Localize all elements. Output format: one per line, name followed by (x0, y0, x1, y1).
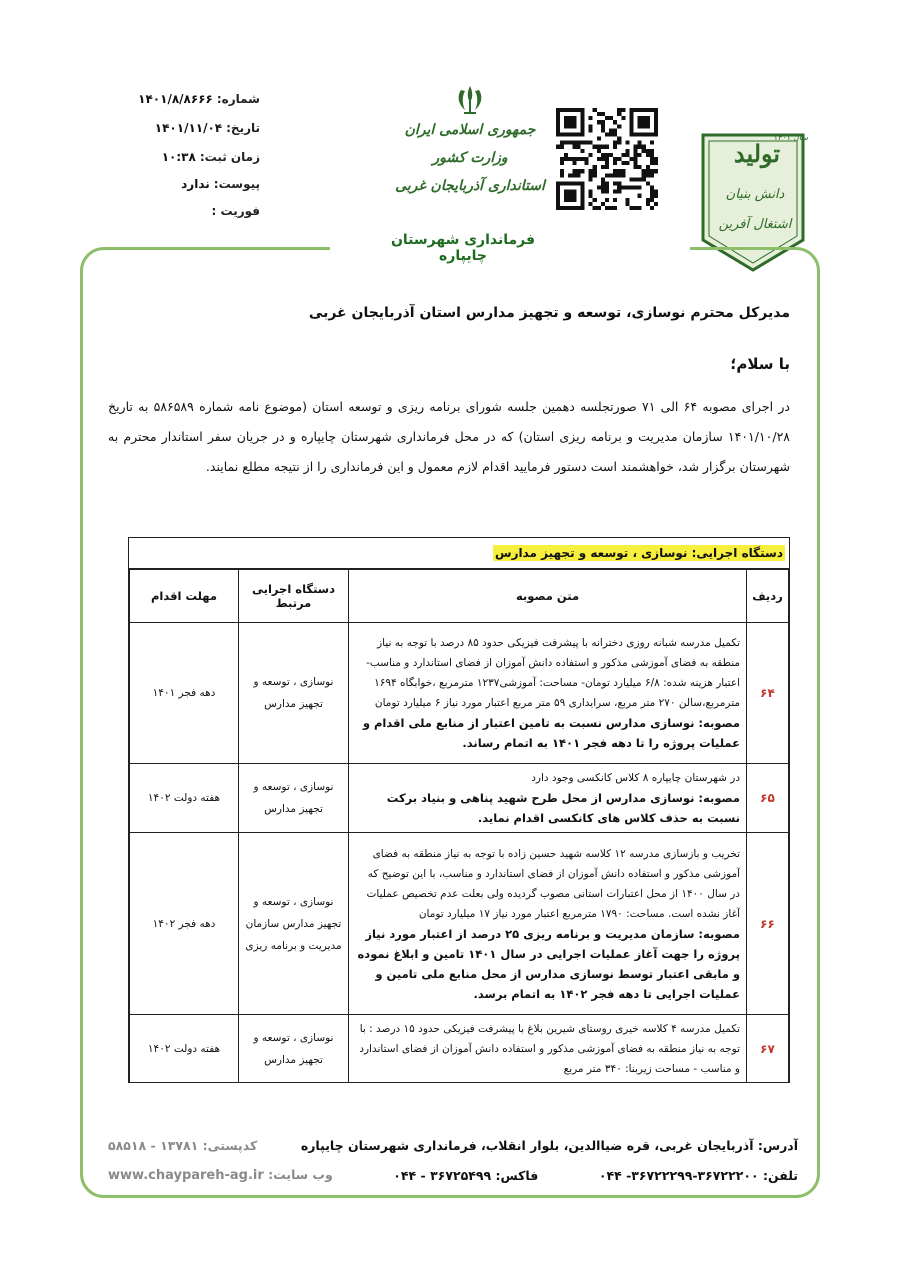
header-text: متن مصوبه (349, 570, 747, 623)
website-link[interactable]: www.chaypareh-ag.ir (108, 1168, 264, 1183)
attachment: پیوست: ندارد (181, 177, 260, 191)
salutation: با سلام؛ (730, 355, 790, 373)
letter-number: شماره: ۱۴۰۱/۸/۸۶۶۶ (138, 92, 260, 106)
badge-sub2: اشتغال آفرین (718, 217, 792, 232)
postal-value: ۱۳۷۸۱ - ۵۸۵۱۸ (108, 1137, 199, 1153)
footer-address: آدرس: آذربایجان غربی، قره ضیاالدین، بلوار انقلاب، فرمانداری شهرستان چایپاره (300, 1137, 798, 1153)
footer-phone: تلفن: ۳۶۷۲۲۲۰۰-۳۶۷۲۲۲۹۹- ۰۴۴ (598, 1167, 798, 1183)
governorate-title: فرمانداری شهرستان چایپاره (390, 232, 536, 264)
department-row (129, 538, 789, 569)
badge-title: تولید (733, 139, 781, 168)
row-text (349, 623, 747, 764)
footer-contact-line (108, 1160, 798, 1190)
resolution-description: تکمیل مدرسه ۴ کلاسه خیری روستای شیرین بلاغ با پیشرفت فیزیکی حدود ۱۵ درصد : با توجه به نیاز منطقه به فضای آموزشی مذکور و استفاده دانش آموزان از فضای استاندارد و مناسب - مساحت زیربنا: ۳۴۰ متر مربع (359, 1022, 740, 1075)
letter-body: در اجرای مصوبه ۶۴ الی ۷۱ صورتجلسه دهمین جلسه شورای برنامه ریزی و توسعه استان (موضوع نامه شماره ۵۸۶۵۸۹ به تاریخ ۱۴۰۱/۱۰/۲۸ سازمان مدیریت و برنامه ریزی استان) که در محل فرمانداری شهرستان چایپاره و در جریان سفر استاندار محترم به شهرستان برگزار شد، خواهشمند است دستور فرمایید اقدام لازم معمول و این فرمانداری را از نتیجه مطلع نمایند. (108, 399, 790, 474)
row-device: نوسازی ، توسعه و تجهیز مدارس (239, 623, 349, 764)
row-device: نوسازی ، توسعه و تجهیز مدارس سازمان مدیریت و برنامه ریزی (239, 833, 349, 1015)
postal-label: کدپستی: (202, 1137, 258, 1153)
row-text (349, 764, 747, 833)
row-deadline: هفته دولت ۱۴۰۲ (130, 764, 239, 833)
republic-title: جمهوری اسلامی ایران (404, 122, 536, 138)
table-row (130, 623, 789, 764)
footer (108, 1130, 798, 1190)
row-text (349, 1015, 747, 1083)
row-index: ۶۴ (747, 623, 789, 764)
province-title: استانداری آذربایجان غربی (395, 178, 545, 194)
row-text (349, 833, 747, 1015)
header-deadline: مهلت اقدام (130, 570, 239, 623)
row-index: ۶۵ (747, 764, 789, 833)
qr-code-icon (556, 108, 658, 210)
table-header-row (130, 570, 789, 623)
table-row (130, 764, 789, 833)
header-index: ردیف (747, 570, 789, 623)
table-row (130, 1015, 789, 1083)
resolution-description: تکمیل مدرسه شبانه روزی دخترانه با پیشرفت فیزیکی حدود ۸۵ درصد با توجه به نیاز منطقه به فضای آموزشی مذکور و استفاده دانش آموزان از فضای استاندارد و مناسب- اعتبار هزینه شده: ۶/۸ میلیارد تومان- مساحت: آموزشی۱۲۳۷ مترمربع ،خوابگاه ۱۶۹۴ مترمربع،سالن ۲۷۰ متر مربع، سرایداری ۵۹ متر مربع اعتبار مورد نیاز ۶ میلیارد تومان (366, 637, 740, 709)
registration-time: زمان ثبت: ۱۰:۳۸ (161, 150, 260, 164)
resolutions-grid (129, 569, 789, 1083)
badge-sub1: دانش بنیان (725, 187, 785, 202)
resolutions-table (128, 537, 790, 1083)
iran-emblem-icon (453, 84, 487, 116)
resolution-approval: مصوبه: نوسازی مدارس نسبت به تامین اعتبار از منابع ملی اقدام و عملیات پروژه را تا دهه فجر ۱۴۰۱ به اتمام رساند. (362, 716, 740, 750)
letterhead (395, 84, 545, 200)
recipient: مدیرکل محترم نوسازی، توسعه و تجهیز مدارس استان آذربایجان غربی (308, 305, 790, 321)
header-device: دستگاه اجرایی مرتبط (239, 570, 349, 623)
footer-fax: فاکس: ۳۶۷۲۵۴۹۹ - ۰۴۴ (393, 1167, 539, 1183)
ministry-title: وزارت کشور (432, 150, 508, 166)
resolution-approval: مصوبه: سازمان مدیریت و برنامه ریزی ۲۵ درصد از اعتبار مورد نیاز پروژه را جهت آغاز عملیات اجرایی در سال ۱۴۰۱ تامین و ابلاغ نموده و مابقی اعتبار توسط نوسازی مدارس از محل منابع ملی تامین و عملیات اجرایی تا دهه فجر ۱۴۰۲ به اتمام برسد. (357, 926, 740, 1001)
website-label: وب سایت: (268, 1167, 333, 1182)
resolution-description: در شهرستان چایپاره ۸ کلاس کانکسی وجود دارد (531, 772, 740, 784)
row-deadline: دهه فجر ۱۴۰۲ (130, 833, 239, 1015)
table-row (130, 833, 789, 1015)
footer-website (108, 1167, 333, 1183)
badge-year: سال ۱۴۰۱ (773, 133, 809, 142)
row-deadline: هفته دولت ۱۴۰۲ (130, 1015, 239, 1083)
row-device: نوسازی ، توسعه و تجهیز مدارس (239, 1015, 349, 1083)
row-index: ۶۷ (747, 1015, 789, 1083)
resolution-description: تخریب و بازسازی مدرسه ۱۲ کلاسه شهید حسین زاده با توجه به نیاز منطقه به فضای آموزشی مذکور و استفاده دانش آموزان از فضای استاندارد و مناسب، با این توضیح که در سال ۱۴۰۰ از محل اعتبارات استانی مصوب گردیده ولی بعلت عدم تخصیص عملیات آغاز نشده است. مساحت: ۱۷۹۰ مترمربع اعتبار مورد نیاز ۱۷ میلیارد تومان (366, 847, 740, 920)
letter-metadata (130, 92, 260, 231)
department-label: دستگاه اجرایی: نوسازی ، توسعه و تجهیز مدارس (495, 546, 783, 560)
footer-postal (108, 1138, 257, 1153)
footer-address-line (108, 1130, 798, 1160)
letter-date: تاریخ: ۱۴۰۱/۱۱/۰۴ (154, 121, 260, 135)
row-deadline: دهه فجر ۱۴۰۱ (130, 623, 239, 764)
row-index: ۶۶ (747, 833, 789, 1015)
row-device: نوسازی ، توسعه و تجهیز مدارس (239, 764, 349, 833)
resolution-approval: مصوبه: نوسازی مدارس از محل طرح شهید پناهی و بنیاد برکت نسبت به حذف کلاس های کانکسی اقدام نماید. (386, 791, 740, 825)
urgency: فوریت : (211, 204, 260, 218)
